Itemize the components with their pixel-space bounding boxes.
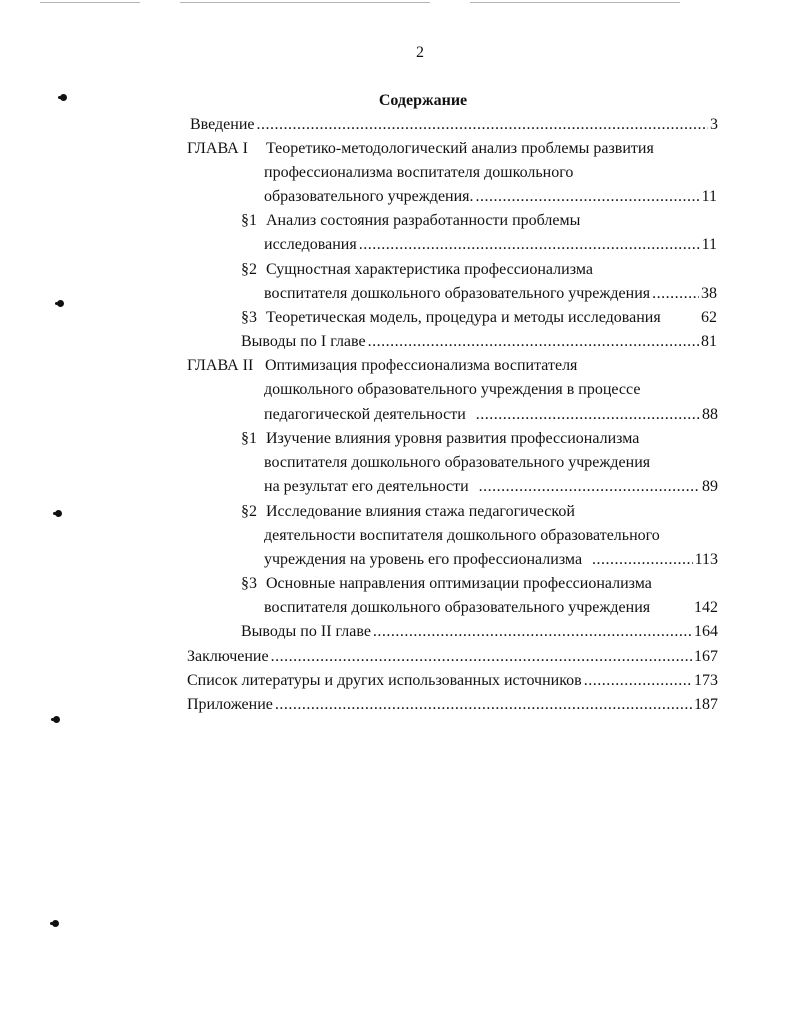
toc-entry-label: воспитателя дошкольного образовательного учреждения (264, 285, 651, 302)
toc-page-number: 167 (694, 648, 718, 665)
scan-top-line (40, 2, 140, 3)
dot-leader (359, 234, 700, 256)
chapter-prefix: ГЛАВА II (187, 357, 254, 374)
toc-chapter-1-line: Теоретико-методологический анализ проблемы развития (266, 140, 654, 157)
toc-page-number: 62 (701, 309, 717, 326)
toc-entry-label: Список литературы и других использованных источников (187, 672, 582, 689)
binder-hole-mark (57, 300, 64, 307)
dot-leader (271, 646, 692, 668)
section-number: §1 (241, 430, 257, 447)
toc-chapter-1-line: профессионализма воспитателя дошкольного (264, 164, 574, 181)
toc-page-number: 88 (702, 406, 718, 423)
scan-top-line (470, 2, 680, 3)
toc-section-last-line[interactable] (264, 549, 718, 571)
toc-page-number: 173 (694, 672, 718, 689)
toc-page-number: 113 (694, 551, 718, 568)
toc-chapter-2-line: дошкольного образовательного учреждения в процессе (264, 381, 641, 398)
toc-entry-intro[interactable] (190, 114, 718, 136)
dot-leader (476, 186, 700, 208)
toc-entry-label: Заключение (187, 648, 269, 665)
toc-entry-label: воспитателя дошкольного образовательного учреждения (264, 599, 651, 616)
toc-page-number: 187 (694, 696, 718, 713)
toc-section-line[interactable]: Сущностная характеристика профессионализма (266, 261, 593, 278)
toc-chapter-1[interactable] (187, 138, 248, 160)
toc-entry-label: Выводы по I главе (241, 333, 366, 350)
toc-entry-chapter-2-conclusions[interactable] (241, 621, 718, 643)
dot-leader (368, 331, 699, 353)
toc-entry-label: на результат его деятельности (264, 478, 469, 495)
toc-entry-label: Приложение (187, 696, 273, 713)
toc-entry-bibliography[interactable] (187, 670, 718, 692)
toc-section-last-line[interactable] (264, 283, 717, 305)
toc-entry-label: Введение (190, 116, 255, 133)
toc-section-line: деятельности воспитателя дошкольного образовательного (264, 527, 660, 544)
dot-leader (476, 404, 700, 426)
section-number: §2 (241, 261, 257, 278)
toc-page-number: 3 (710, 116, 718, 133)
section-number: §3 (241, 575, 257, 592)
section-number: §3 (241, 309, 257, 326)
toc-section-last-line[interactable] (264, 476, 718, 498)
toc-entry-label: учреждения на уровень его профессионализма (264, 551, 583, 568)
toc-page-number: 89 (702, 478, 718, 495)
binder-hole-mark (55, 510, 62, 517)
toc-entry-label: исследования (264, 236, 357, 253)
toc-section-line[interactable]: Основные направления оптимизации профессионализма (266, 575, 652, 592)
toc-section-line[interactable]: Изучение влияния уровня развития профессионализма (266, 430, 640, 447)
toc-entry-label: Теоретическая модель, процедура и методы исследования (266, 309, 661, 326)
dot-leader (584, 670, 692, 692)
toc-page-number: 11 (701, 236, 717, 253)
dot-leader (373, 621, 692, 643)
toc-chapter-2-line: Оптимизация профессионализма воспитателя (265, 357, 578, 374)
toc-entry-chapter-1-conclusions[interactable] (241, 331, 717, 353)
toc-page-number: 11 (701, 188, 717, 205)
toc-page-number: 142 (694, 599, 718, 616)
toc-entry-conclusion[interactable] (187, 646, 718, 668)
chapter-prefix: ГЛАВА I (187, 140, 248, 157)
toc-entry-appendix[interactable] (187, 694, 718, 716)
toc-title: Содержание (378, 92, 468, 109)
section-number: §1 (241, 212, 257, 229)
dot-leader (592, 549, 693, 571)
toc-chapter-1-last-line[interactable] (264, 186, 717, 208)
dot-leader (275, 694, 692, 716)
toc-chapter-2[interactable] (187, 355, 253, 377)
toc-page-number: 81 (701, 333, 717, 350)
dot-leader (652, 283, 699, 305)
toc-page-number: 164 (694, 623, 718, 640)
toc-entry-label: образовательного учреждения. (264, 188, 474, 205)
toc-chapter-2-last-line[interactable] (264, 404, 718, 426)
toc-section-last-line[interactable] (264, 597, 718, 619)
binder-hole-mark (53, 716, 60, 723)
toc-section-last-line[interactable] (266, 307, 717, 329)
scan-top-line (180, 2, 430, 3)
toc-section-line[interactable]: Исследование влияния стажа педагогической (266, 503, 575, 520)
binder-hole-mark (52, 920, 59, 927)
dot-leader (479, 476, 700, 498)
toc-entry-label: педагогической деятельности (264, 406, 466, 423)
toc-entry-label: Выводы по II главе (241, 623, 371, 640)
toc-page-number: 38 (701, 285, 717, 302)
toc-section-last-line[interactable] (264, 234, 717, 256)
toc-section-line[interactable]: Анализ состояния разработанности проблемы (266, 212, 581, 229)
dot-leader (257, 114, 709, 136)
toc-section-line: воспитателя дошкольного образовательного учреждения (264, 454, 651, 471)
section-number: §2 (241, 503, 257, 520)
page-number: 2 (416, 44, 424, 61)
